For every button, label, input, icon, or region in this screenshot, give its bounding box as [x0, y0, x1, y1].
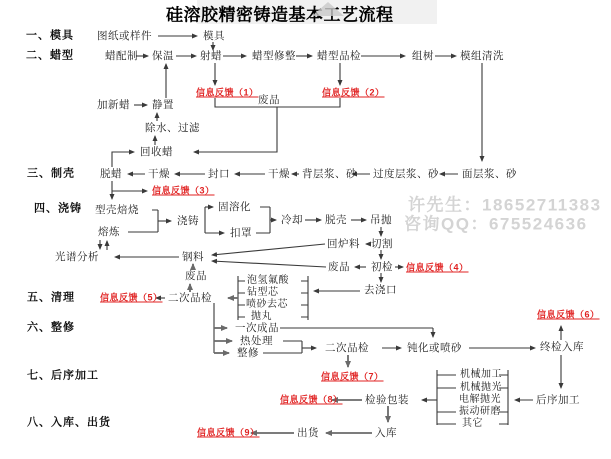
feedback-label-1: 信息反馈（1） [196, 87, 259, 98]
node-module-cleaning: 模组清洗 [460, 49, 504, 62]
node-recycled-wax: 回收蜡 [140, 145, 173, 158]
node-heat-treatment: 热处理 [240, 334, 273, 347]
node-gate-removal: 去浇口 [364, 283, 397, 296]
node-dewater-filter: 除水、过滤 [145, 121, 200, 134]
node-refurbishing: 整修 [237, 346, 259, 359]
node-tree-assembly: 组树 [412, 49, 434, 62]
node-inspection-packing: 检验包装 [365, 393, 409, 406]
watermark-phone: 许先生：18652711383 [408, 195, 602, 215]
post-item-electro-polish: 电解抛光 [459, 394, 501, 405]
feedback-label-6: 信息反馈（6） [537, 309, 600, 320]
node-holding: 保温 [152, 49, 174, 62]
stage-label-postproc: 七、后序加工 [27, 369, 99, 382]
node-furnace-return: 回炉料 [327, 237, 360, 250]
stage-label-shell: 三、制壳 [27, 167, 75, 180]
cleaning-item-hf-soak: 泡氢氟酸 [247, 275, 289, 286]
node-settling: 静置 [152, 98, 174, 111]
node-add-new-wax: 加新蜡 [97, 98, 130, 111]
post-item-mech-polish: 机械抛光 [460, 382, 502, 393]
stage-label-mold: 一、模具 [26, 29, 74, 42]
feedback-label-7: 信息反馈（7） [321, 371, 384, 382]
node-solution-treat: 固溶化 [218, 200, 251, 213]
cleaning-item-drill-core: 钻型芯 [247, 287, 279, 298]
feedback-label-2: 信息反馈（2） [322, 87, 385, 98]
watermark-triangle-icon [312, 2, 344, 16]
post-item-machining: 机械加工 [460, 369, 502, 380]
node-warehouse-in: 入库 [375, 426, 397, 439]
feedback-label-3: 信息反馈（3） [152, 185, 215, 196]
node-cover: 扣罩 [230, 226, 252, 239]
post-item-vibra-grind: 振动研磨 [459, 406, 501, 417]
node-back-layer: 背层浆、砂 [302, 167, 357, 180]
node-steel-stock: 钢料 [182, 250, 204, 263]
node-sealing: 封口 [208, 167, 230, 180]
feedback-label-5: 信息反馈（5） [100, 292, 163, 303]
node-scrap-steel: 废品 [185, 269, 207, 282]
node-cooling: 冷却 [281, 213, 303, 226]
node-secondary-inspection-1: 二次品检 [168, 291, 212, 304]
cleaning-item-shot-blast: 抛丸 [251, 311, 272, 322]
node-scrap-wax: 废品 [258, 93, 280, 106]
node-shipment: 出货 [297, 426, 319, 439]
feedback-label-4: 信息反馈（4） [406, 262, 469, 273]
node-scrap-cast: 废品 [328, 260, 350, 273]
node-face-layer: 面层浆、砂 [462, 167, 517, 180]
page-title: 硅溶胶精密铸造基本工艺流程 [166, 5, 394, 25]
post-item-other: 其它 [462, 418, 483, 429]
stage-label-repair: 六、整修 [27, 321, 75, 334]
node-dewax: 脱蜡 [100, 167, 122, 180]
node-first-product: 一次成品 [235, 321, 279, 334]
cleaning-item-sandblast-core: 喷砂去芯 [246, 299, 288, 310]
node-pouring: 浇铸 [177, 214, 199, 227]
stage-label-shipping: 八、入库、出货 [27, 416, 111, 429]
node-wax-injection: 射蜡 [200, 49, 222, 62]
feedback-label-9: 信息反馈（9） [197, 427, 260, 438]
node-hang-blasting: 吊抛 [370, 213, 392, 226]
watermark-qq: 咨询QQ：675524636 [404, 214, 588, 234]
node-drying-2: 干燥 [268, 167, 290, 180]
node-wax-prep: 蜡配制 [105, 49, 138, 62]
stage-label-cleaning: 五、清理 [27, 291, 75, 304]
node-mold: 模具 [203, 29, 225, 42]
node-final-inspection-storage: 终检入库 [540, 340, 584, 353]
node-wax-trimming: 蜡型修整 [252, 49, 296, 62]
node-post-processing: 后序加工 [536, 393, 580, 406]
stage-label-wax: 二、蜡型 [26, 49, 74, 62]
node-shell-removal: 脱壳 [325, 213, 347, 226]
node-wax-inspection: 蜡型品检 [317, 49, 361, 62]
stage-label-casting: 四、浇铸 [34, 202, 82, 215]
feedback-label-8: 信息反馈（8） [280, 394, 343, 405]
node-spectrum-analysis: 光谱分析 [55, 250, 99, 263]
node-shell-roasting: 型壳焙烧 [95, 203, 139, 216]
node-drawing-or-sample: 图纸或样件 [97, 29, 152, 42]
node-passivation-sandblast: 钝化或喷砂 [407, 341, 462, 354]
node-melting: 熔炼 [98, 225, 120, 238]
node-drying-1: 干燥 [148, 167, 170, 180]
node-secondary-inspection-2: 二次品检 [325, 341, 369, 354]
node-initial-inspection: 初检 [371, 260, 393, 273]
node-middle-layer: 过度层浆、砂 [373, 167, 439, 180]
node-cutting: 切割 [371, 237, 393, 250]
